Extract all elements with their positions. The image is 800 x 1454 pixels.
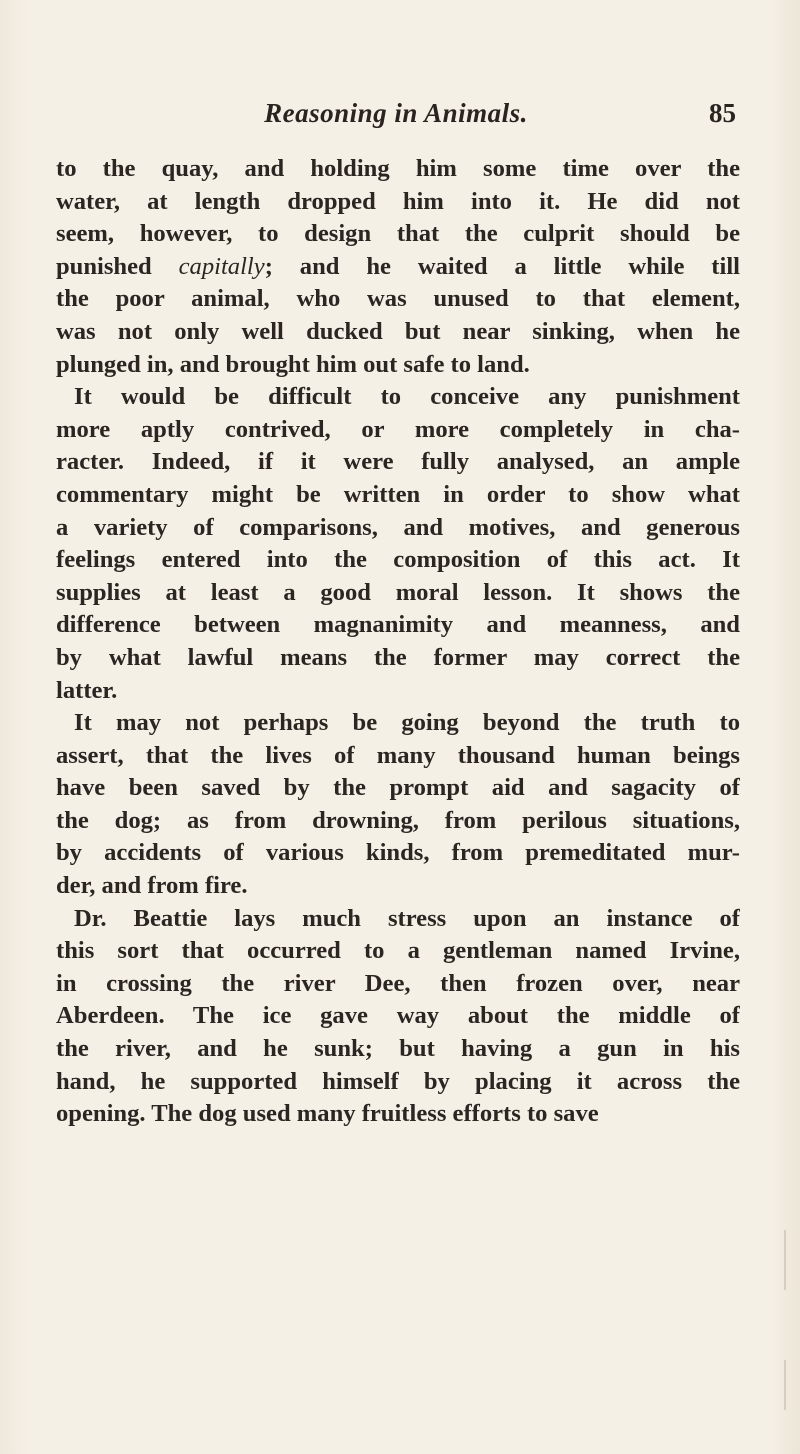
text-line [56,544,740,577]
text-line [56,414,740,447]
text-line-segment: difference between magnanimity and meanness, and [56,611,740,639]
text-line [56,251,740,284]
text-line-segment: the poor animal, who was unused to that element, [56,285,740,313]
text-line-segment: opening. The dog used many fruitless efforts to save [56,1100,599,1128]
text-line-segment: to the quay, and holding him some time over the [56,155,740,182]
text-line-segment: It would be difficult to conceive any punishment [74,383,740,411]
text-line-segment: water, at length dropped him into it. He did not [56,187,740,215]
text-line-segment: the dog; as from drowning, from perilous situations, [56,806,740,834]
text-line [56,609,740,642]
text-line-segment: latter. [56,676,118,704]
text-line-segment: ; and he waited a little while till [264,252,740,280]
text-line [56,805,740,838]
text-line [56,153,740,186]
text-line-segment: in crossing the river Dee, then frozen over, near [56,969,740,997]
text-line-segment: by accidents of various kinds, from premeditated mur- [56,839,740,867]
text-line-segment: was not only well ducked but near sinking, when he [56,317,740,345]
text-line [56,577,740,610]
text-line [56,968,740,1001]
text-line [56,903,740,936]
text-line-segment: It may not perhaps be going beyond the truth to [74,709,740,737]
text-line [56,935,740,968]
text-line [56,1098,740,1131]
text-line [56,186,740,219]
text-line-segment: by what lawful means the former may correct the [56,643,740,671]
text-line [56,772,740,805]
text-line [56,837,740,870]
text-line [56,1033,740,1066]
page-number: 85 [709,98,736,128]
text-line-segment: the river, and he sunk; but having a gun in his [56,1035,740,1063]
text-line [56,1066,740,1099]
text-line [56,381,740,414]
text-line [56,707,740,740]
text-line [56,446,740,479]
body-text [56,153,740,1131]
text-line-segment: commentary might be written in order to show what [56,480,740,508]
text-line-segment: seem, however, to design that the culprit should be [56,220,740,248]
text-line [56,1000,740,1033]
text-line-segment: Dr. Beattie lays much stress upon an instance of [74,904,740,932]
text-line [56,675,740,708]
text-line [56,512,740,545]
text-line-segment: supplies at least a good moral lesson. It shows the [56,578,740,606]
text-line-segment: assert, that the lives of many thousand human beings [56,741,740,769]
text-line-segment: feelings entered into the composition of this act. It [56,546,740,574]
text-line-segment: der, and from fire. [56,872,248,900]
text-line [56,740,740,773]
text-line [56,479,740,512]
page-edge-shadow [784,1230,786,1290]
text-line [56,218,740,251]
text-line-segment: racter. Indeed, if it were fully analysed, an ample [56,448,740,476]
text-line-segment: this sort that occurred to a gentleman named Irvine, [56,937,740,965]
text-line-segment: more aptly contrived, or more completely in cha- [56,415,740,443]
text-line-segment: plunged in, and brought him out safe to land. [56,350,530,378]
text-line [56,870,740,903]
text-line-segment: have been saved by the prompt aid and sagacity of [56,774,740,802]
text-line-segment: hand, he supported himself by placing it across the [56,1067,740,1095]
page-edge-shadow [784,1360,786,1410]
text-line [56,316,740,349]
text-line [56,642,740,675]
text-line-segment: punished [56,252,179,280]
text-line-segment: a variety of comparisons, and motives, and generous [56,513,740,541]
running-title: Reasoning in Animals. [264,98,528,128]
text-line [56,349,740,382]
text-line [56,283,740,316]
running-head [56,98,736,134]
text-line-segment: Aberdeen. The ice gave way about the middle of [56,1002,740,1030]
italic-word: capitally [178,252,265,280]
